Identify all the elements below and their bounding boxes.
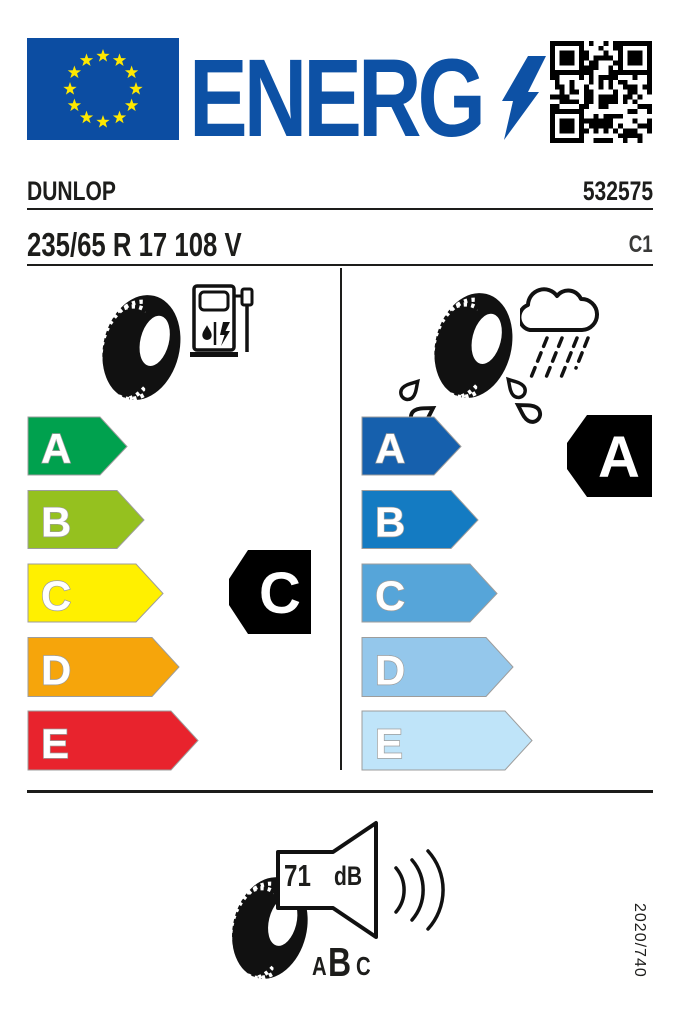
svg-text:A: A xyxy=(41,425,72,472)
energ-logo-text: ENERG xyxy=(189,37,482,160)
fuel-grade-arrow xyxy=(28,417,127,475)
eu-flag-icon xyxy=(27,38,179,140)
svg-text:A: A xyxy=(598,425,640,490)
regulation-reference: 2020/740 xyxy=(631,903,648,978)
rule-supplier xyxy=(27,208,653,210)
svg-text:E: E xyxy=(41,720,70,767)
wet-grip-scale xyxy=(361,416,536,771)
wet-grade-arrow xyxy=(362,638,513,697)
sound-waves-icon xyxy=(390,836,462,944)
wet-grade-arrow xyxy=(362,417,461,475)
qr-code xyxy=(550,41,652,143)
tyre-designation: 235/65 R 17 108 V xyxy=(27,226,242,263)
noise-class-a: A xyxy=(312,951,327,981)
tire-icon xyxy=(92,290,187,405)
article-number: 532575 xyxy=(582,176,653,206)
svg-text:B: B xyxy=(41,498,72,546)
column-divider xyxy=(340,268,342,770)
rule-designation xyxy=(27,264,653,266)
svg-text:D: D xyxy=(375,646,406,694)
wet-grade-arrow xyxy=(362,564,497,622)
svg-text:C: C xyxy=(375,572,406,619)
noise-class-b: B xyxy=(328,939,352,985)
wet-grade-arrow xyxy=(362,491,478,549)
noise-class-c: C xyxy=(356,951,371,981)
fuel-grade-arrow xyxy=(28,638,179,697)
fuel-rating-indicator xyxy=(228,549,312,635)
fuel-grade-arrow xyxy=(28,491,144,549)
noise-unit: dB xyxy=(334,861,363,891)
fuel-pump-icon xyxy=(188,280,260,364)
rule-noise xyxy=(27,790,653,793)
svg-text:D: D xyxy=(41,646,72,694)
fuel-efficiency-scale xyxy=(27,416,202,771)
noise-value: 71 xyxy=(284,858,311,893)
svg-text:C: C xyxy=(41,572,72,619)
wet-grade-arrow xyxy=(362,711,532,770)
wet-rating-indicator xyxy=(566,414,653,498)
supplier-name: DUNLOP xyxy=(27,176,116,206)
svg-text:B: B xyxy=(375,498,406,546)
svg-text:C: C xyxy=(259,561,301,626)
lightning-bolt-icon xyxy=(498,56,546,140)
fuel-grade-arrow xyxy=(28,564,163,622)
svg-text:A: A xyxy=(375,425,406,472)
svg-text:E: E xyxy=(375,720,404,767)
fuel-grade-arrow xyxy=(28,711,198,770)
tyre-class: C1 xyxy=(629,231,653,258)
